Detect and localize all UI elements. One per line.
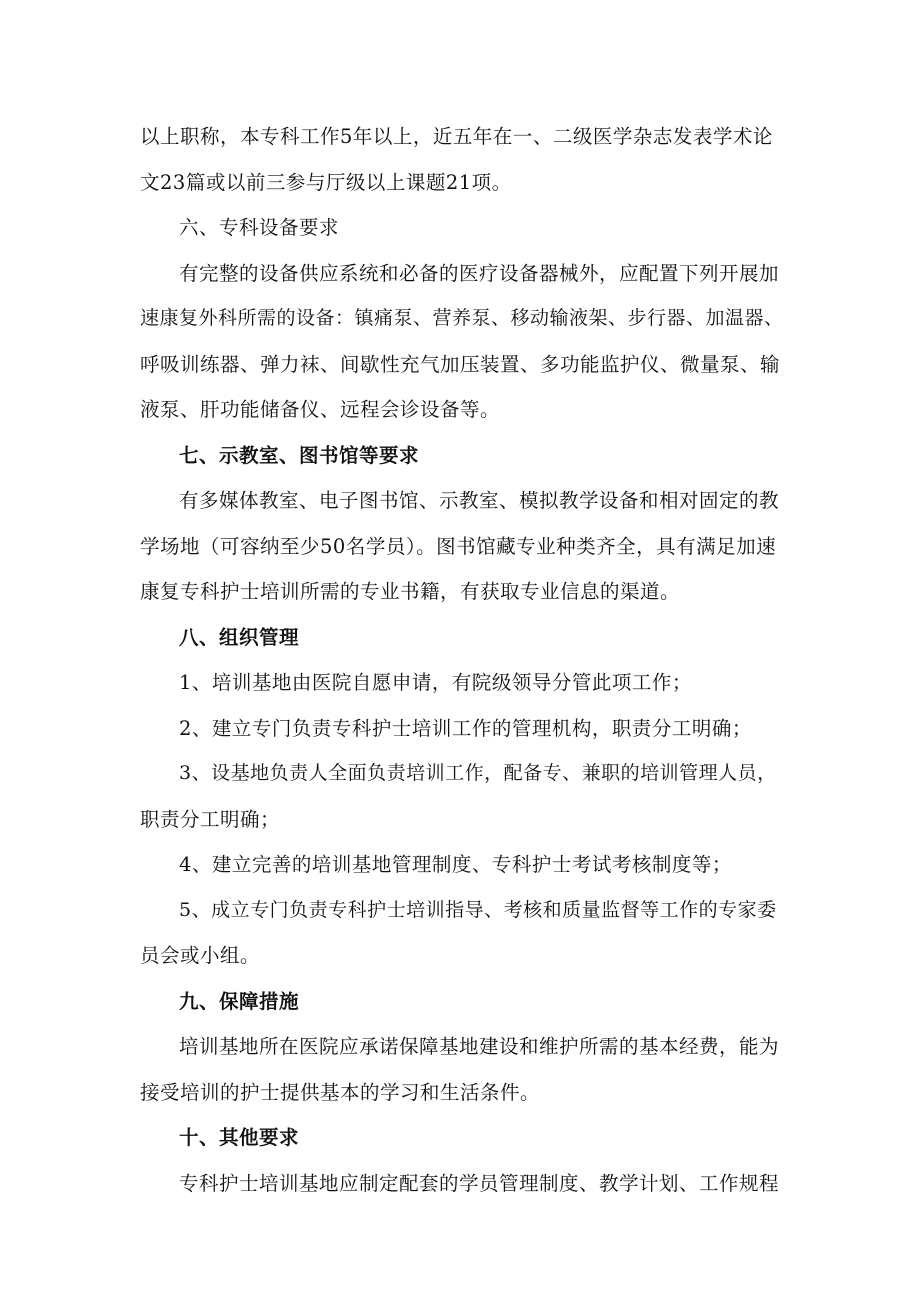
section-heading-7: 七、示教室、图书馆等要求	[179, 443, 420, 467]
list-item: 5、成立专门负责专科护士培训指导、考核和质量监督等工作的专家委	[179, 898, 777, 921]
paragraph-line: 专科护士培训基地应制定配套的学员管理制度、教学计划、工作规程	[179, 1171, 780, 1195]
list-item: 3、设基地负责人全面负责培训工作，配备专、兼职的培训管理人员，	[179, 762, 777, 784]
paragraph-line: 培训基地所在医院应承诺保障基地建设和维护所需的基本经费，能为	[179, 1035, 780, 1058]
paragraph-line: 以上职称，本专科工作5年以上，近五年在一、二级医学杂志发表学术论	[140, 125, 773, 148]
paragraph-line: 有完整的设备供应系统和必备的医疗设备器械外，应配置下列开展加	[179, 261, 780, 285]
list-item: 2、建立专门负责专科护士培训工作的管理机构，职责分工明确；	[179, 716, 752, 740]
paragraph-line: 康复专科护士培训所需的专业书籍，有获取专业信息的渠道。	[140, 580, 681, 603]
paragraph-line: 有多媒体教室、电子图书馆、示教室、模拟教学设备和相对固定的教	[179, 489, 780, 512]
paragraph-line: 速康复外科所需的设备：镇痛泵、营养泵、移动输液架、步行器、加温器、	[140, 307, 784, 329]
list-item: 1、培训基地由医院自愿申请，有院级领导分管此项工作；	[179, 671, 692, 694]
list-item: 4、建立完善的培训基地管理制度、专科护士考试考核制度等；	[179, 853, 732, 876]
list-item-continuation: 员会或小组。	[140, 944, 261, 967]
section-heading-6: 六、专科设备要求	[179, 216, 340, 239]
section-heading-10: 十、其他要求	[179, 1126, 300, 1149]
paragraph-line: 学场地（可容纳至少50名学员）。图书馆藏专业种类齐全，具有满足加速	[140, 534, 777, 558]
paragraph-line: 呼吸训练器、弹力袜、间歇性充气加压装置、多功能监护仪、微量泵、输	[140, 352, 781, 376]
document-body	[140, 114, 788, 1206]
paragraph-line: 液泵、肝功能储备仪、远程会诊设备等。	[140, 398, 501, 421]
list-item-continuation: 职责分工明确；	[140, 807, 281, 831]
paragraph-line: 文23篇或以前三参与厅级以上课题21项。	[140, 170, 512, 194]
paragraph-line: 接受培训的护士提供基本的学习和生活条件。	[140, 1080, 541, 1104]
section-heading-8: 八、组织管理	[179, 625, 300, 649]
section-heading-9: 九、保障措施	[179, 989, 300, 1013]
